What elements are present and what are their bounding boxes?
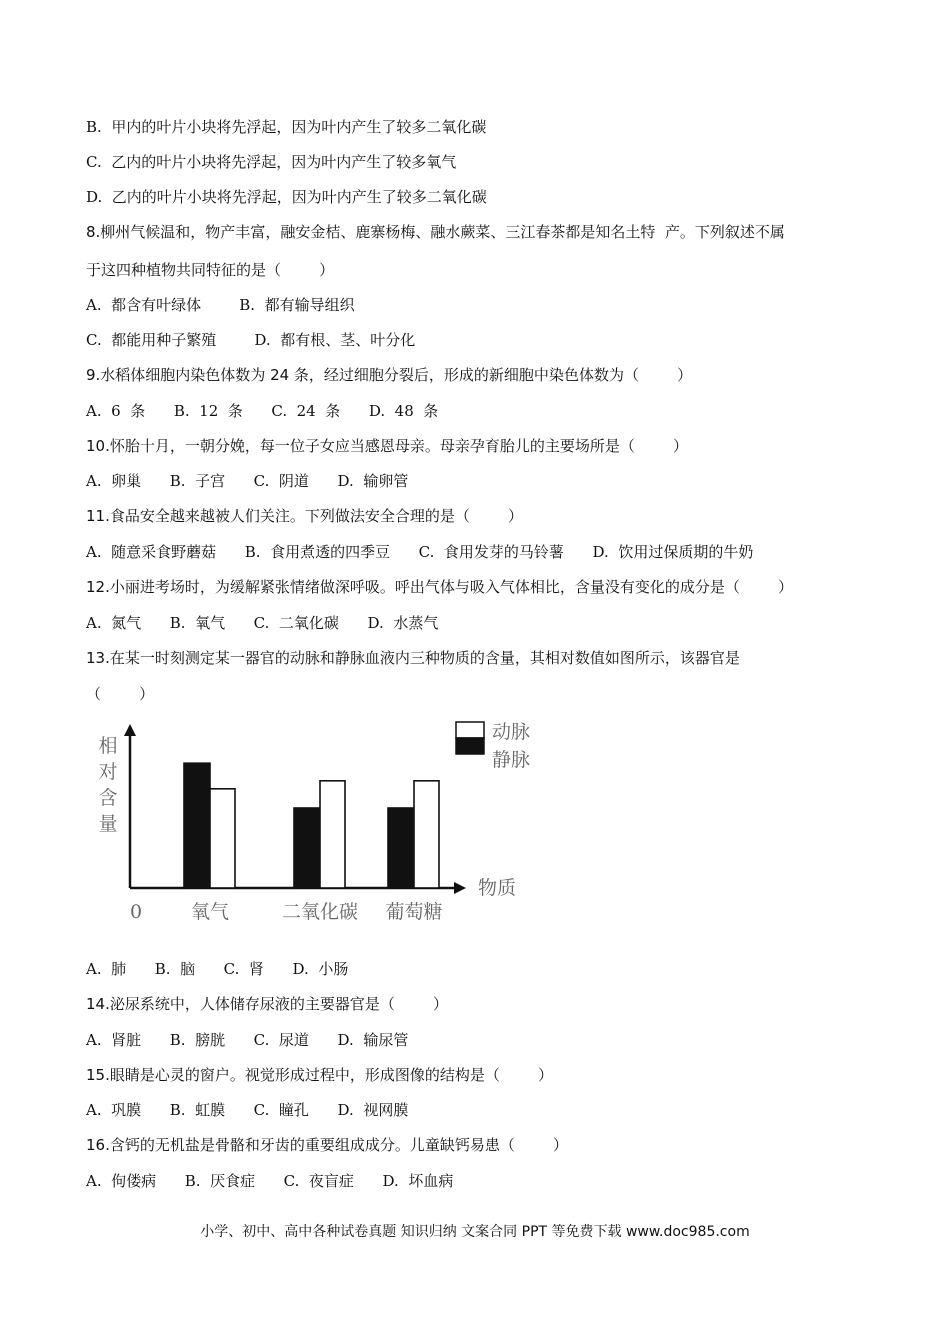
question-8: 8.柳州气候温和，物产丰富，融安金桔、鹿寨杨梅、融水蕨菜、三江春茶都是知名土特 产。下列叙述不属 xyxy=(86,223,785,241)
legend-label: 动脉 xyxy=(492,721,531,743)
bar-动脉 xyxy=(294,808,320,888)
y-axis-arrow xyxy=(124,724,136,736)
x-tick-label: 二氧化碳 xyxy=(281,901,359,923)
bar-静脉 xyxy=(320,781,345,888)
bar-静脉 xyxy=(414,781,439,888)
question-9: 9.水稻体细胞内染色体数为 24 条，经过细胞分裂后，形成的新细胞中染色体数为（ ） xyxy=(86,366,693,384)
legend-swatch xyxy=(456,722,484,738)
question-8-cont: 于这四种植物共同特征的是（ ） xyxy=(86,261,335,279)
page-footer: 小学、初中、高中各种试卷真题 知识归纳 文案合同 PPT 等免费下载 www.doc985.com xyxy=(200,1224,750,1240)
y-axis-label-char: 对 xyxy=(98,761,118,783)
y-axis-label-char: 含 xyxy=(98,787,118,809)
x-axis-arrow xyxy=(454,882,466,894)
options-12: A. 氮气 B. 氧气 C. 二氧化碳 D. 水蒸气 xyxy=(86,614,439,632)
options-13: A. 肺 B. 脑 C. 肾 D. 小肠 xyxy=(86,960,349,978)
option-7c: C. 乙内的叶片小块将先浮起，因为叶内产生了较多氧气 xyxy=(86,153,457,171)
bar-动脉 xyxy=(388,808,414,888)
bar-chart xyxy=(86,712,546,932)
question-13-paren: （ ） xyxy=(86,685,155,703)
question-10: 10.怀胎十月，一朝分娩，每一位子女应当感恩母亲。母亲孕育胎儿的主要场所是（ ） xyxy=(86,437,689,455)
options-11: A. 随意采食野蘑菇 B. 食用煮透的四季豆 C. 食用发芽的马铃薯 D. 饮用过保质期的牛奶 xyxy=(86,543,754,561)
legend-label: 静脉 xyxy=(492,749,531,771)
question-13: 13.在某一时刻测定某一器官的动脉和静脉血液内三种物质的含量，其相对数值如图所示，该器官是 xyxy=(86,649,740,667)
options-14: A. 肾脏 B. 膀胱 C. 尿道 D. 输尿管 xyxy=(86,1031,409,1049)
question-12: 12.小丽进考场时，为缓解紧张情绪做深呼吸。呼出气体与吸入气体相比，含量没有变化的成分是（ ） xyxy=(86,578,794,596)
question-16: 16.含钙的无机盐是骨骼和牙齿的重要组成成分。儿童缺钙易患（ ） xyxy=(86,1136,569,1154)
y-axis-label-char: 相 xyxy=(98,735,118,757)
options-8-cd: C. 都能用种子繁殖 D. 都有根、茎、叶分化 xyxy=(86,331,416,349)
origin-label: 0 xyxy=(129,901,143,923)
x-tick-label: 葡萄糖 xyxy=(385,901,443,923)
question-11: 11.食品安全越来越被人们关注。下列做法安全合理的是（ ） xyxy=(86,507,524,525)
option-7d: D. 乙内的叶片小块将先浮起，因为叶内产生了较多二氧化碳 xyxy=(86,188,487,206)
options-10: A. 卵巢 B. 子宫 C. 阴道 D. 输卵管 xyxy=(86,472,409,490)
option-7b: B. 甲内的叶片小块将先浮起，因为叶内产生了较多二氧化碳 xyxy=(86,118,487,136)
y-axis-label-char: 量 xyxy=(98,813,118,835)
question-14: 14.泌尿系统中，人体储存尿液的主要器官是（ ） xyxy=(86,995,449,1013)
bar-动脉 xyxy=(184,763,210,888)
x-axis-label: 物质 xyxy=(478,877,517,899)
options-15: A. 巩膜 B. 虹膜 C. 瞳孔 D. 视网膜 xyxy=(86,1101,409,1119)
x-tick-label: 氧气 xyxy=(190,901,230,923)
question-15: 15.眼睛是心灵的窗户。视觉形成过程中，形成图像的结构是（ ） xyxy=(86,1066,554,1084)
options-8-ab: A. 都含有叶绿体 B. 都有输导组织 xyxy=(86,296,355,314)
bar-静脉 xyxy=(210,789,235,888)
legend-swatch xyxy=(456,738,484,754)
options-16: A. 佝偻病 B. 厌食症 C. 夜盲症 D. 坏血病 xyxy=(86,1172,454,1190)
options-9: A. 6 条 B. 12 条 C. 24 条 D. 48 条 xyxy=(86,402,439,420)
